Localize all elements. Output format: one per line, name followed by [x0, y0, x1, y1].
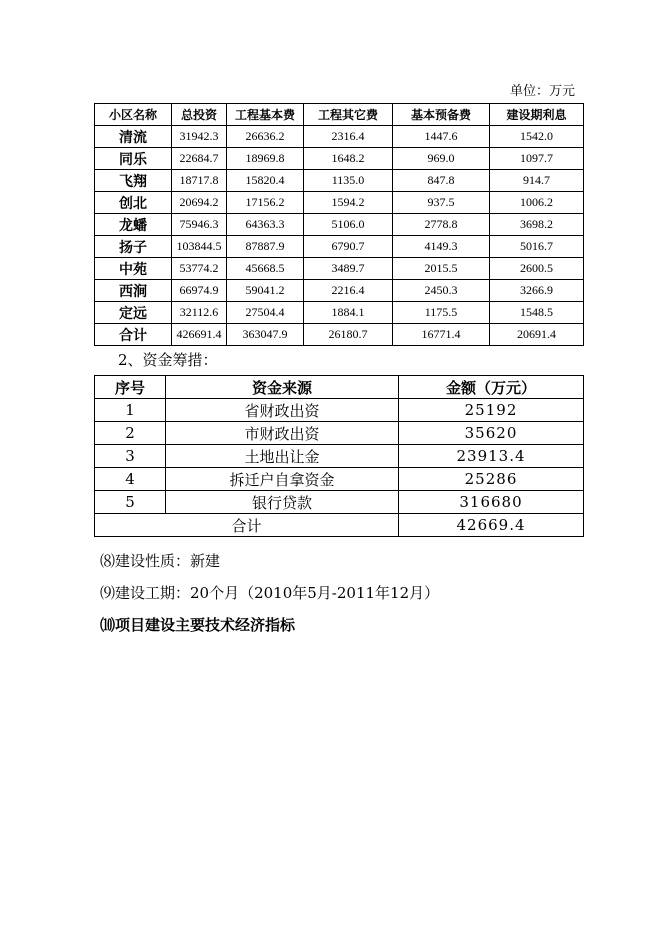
value-cell: 5106.0 — [304, 214, 393, 236]
value-cell: 20691.4 — [490, 324, 584, 346]
district-name-cell: 龙蟠 — [95, 214, 172, 236]
value-cell: 15820.4 — [227, 170, 304, 192]
total-row — [95, 514, 584, 537]
value-cell: 6790.7 — [304, 236, 393, 258]
value-cell: 3266.9 — [490, 280, 584, 302]
value-cell: 4149.3 — [393, 236, 490, 258]
value-cell: 17156.2 — [227, 192, 304, 214]
value-cell: 1006.2 — [490, 192, 584, 214]
index-cell: 1 — [95, 399, 166, 422]
table-header-row — [95, 104, 584, 126]
value-cell: 1135.0 — [304, 170, 393, 192]
total-label: 合计 — [95, 514, 399, 537]
value-cell: 1548.5 — [490, 302, 584, 324]
value-cell: 31942.3 — [172, 126, 227, 148]
value-cell: 1594.2 — [304, 192, 393, 214]
district-name-cell: 清流 — [95, 126, 172, 148]
investment-table — [94, 103, 584, 346]
index-cell: 5 — [95, 491, 166, 514]
value-cell: 1097.7 — [490, 148, 584, 170]
amount-cell: 25286 — [399, 468, 584, 491]
value-cell: 426691.4 — [172, 324, 227, 346]
value-cell: 53774.2 — [172, 258, 227, 280]
col-header-interest: 建设期利息 — [490, 104, 584, 126]
value-cell: 64363.3 — [227, 214, 304, 236]
district-name-cell: 定远 — [95, 302, 172, 324]
value-cell: 22684.7 — [172, 148, 227, 170]
source-cell: 银行贷款 — [166, 491, 399, 514]
value-cell: 1447.6 — [393, 126, 490, 148]
financing-table — [94, 375, 584, 537]
construction-period: ⑼建设工期：20个月（2010年5月-2011年12月） — [100, 584, 440, 602]
value-cell: 847.8 — [393, 170, 490, 192]
table-row — [95, 302, 584, 324]
value-cell: 20694.2 — [172, 192, 227, 214]
value-cell: 66974.9 — [172, 280, 227, 302]
amount-cell: 316680 — [399, 491, 584, 514]
source-cell: 拆迁户自拿资金 — [166, 468, 399, 491]
value-cell: 18717.8 — [172, 170, 227, 192]
value-cell: 5016.7 — [490, 236, 584, 258]
table-row — [95, 258, 584, 280]
table-row — [95, 468, 584, 491]
value-cell: 26180.7 — [304, 324, 393, 346]
table-row — [95, 491, 584, 514]
col-header-district: 小区名称 — [95, 104, 172, 126]
col-header-base-cost: 工程基本费 — [227, 104, 304, 126]
unit-label: 单位：万元 — [510, 84, 576, 99]
amount-cell: 35620 — [399, 422, 584, 445]
index-cell: 3 — [95, 445, 166, 468]
value-cell: 914.7 — [490, 170, 584, 192]
value-cell: 2316.4 — [304, 126, 393, 148]
district-name-cell: 飞翔 — [95, 170, 172, 192]
col-header-index: 序号 — [95, 376, 166, 399]
construction-nature: ⑻建设性质：新建 — [100, 552, 221, 570]
value-cell: 1884.1 — [304, 302, 393, 324]
table-row — [95, 148, 584, 170]
value-cell: 3489.7 — [304, 258, 393, 280]
value-cell: 363047.9 — [227, 324, 304, 346]
value-cell: 87887.9 — [227, 236, 304, 258]
value-cell: 16771.4 — [393, 324, 490, 346]
value-cell: 2450.3 — [393, 280, 490, 302]
value-cell: 32112.6 — [172, 302, 227, 324]
table-row — [95, 126, 584, 148]
table-row — [95, 214, 584, 236]
section-title-financing: 2、资金筹措： — [118, 351, 218, 369]
col-header-other-cost: 工程其它费 — [304, 104, 393, 126]
value-cell: 1175.5 — [393, 302, 490, 324]
col-header-amount: 金额（万元） — [399, 376, 584, 399]
value-cell: 26636.2 — [227, 126, 304, 148]
table-row — [95, 192, 584, 214]
value-cell: 937.5 — [393, 192, 490, 214]
source-cell: 省财政出资 — [166, 399, 399, 422]
district-name-cell: 创北 — [95, 192, 172, 214]
value-cell: 18969.8 — [227, 148, 304, 170]
value-cell: 1542.0 — [490, 126, 584, 148]
col-header-reserve: 基本预备费 — [393, 104, 490, 126]
district-name-cell: 同乐 — [95, 148, 172, 170]
district-name-cell: 合计 — [95, 324, 172, 346]
value-cell: 2600.5 — [490, 258, 584, 280]
table-header-row — [95, 376, 584, 399]
index-cell: 2 — [95, 422, 166, 445]
amount-cell: 23913.4 — [399, 445, 584, 468]
table-row — [95, 280, 584, 302]
value-cell: 3698.2 — [490, 214, 584, 236]
district-name-cell: 扬子 — [95, 236, 172, 258]
indicators-heading: ⑽项目建设主要技术经济指标 — [100, 616, 296, 634]
value-cell: 27504.4 — [227, 302, 304, 324]
col-header-total: 总投资 — [172, 104, 227, 126]
value-cell: 59041.2 — [227, 280, 304, 302]
table-row — [95, 399, 584, 422]
table-row — [95, 170, 584, 192]
value-cell: 2778.8 — [393, 214, 490, 236]
table-row — [95, 422, 584, 445]
value-cell: 2216.4 — [304, 280, 393, 302]
table-row — [95, 445, 584, 468]
index-cell: 4 — [95, 468, 166, 491]
value-cell: 969.0 — [393, 148, 490, 170]
col-header-source: 资金来源 — [166, 376, 399, 399]
source-cell: 市财政出资 — [166, 422, 399, 445]
source-cell: 土地出让金 — [166, 445, 399, 468]
value-cell: 2015.5 — [393, 258, 490, 280]
value-cell: 1648.2 — [304, 148, 393, 170]
table-row — [95, 324, 584, 346]
value-cell: 103844.5 — [172, 236, 227, 258]
total-value: 42669.4 — [399, 514, 584, 537]
value-cell: 45668.5 — [227, 258, 304, 280]
district-name-cell: 中苑 — [95, 258, 172, 280]
district-name-cell: 西涧 — [95, 280, 172, 302]
value-cell: 75946.3 — [172, 214, 227, 236]
amount-cell: 25192 — [399, 399, 584, 422]
table-row — [95, 236, 584, 258]
